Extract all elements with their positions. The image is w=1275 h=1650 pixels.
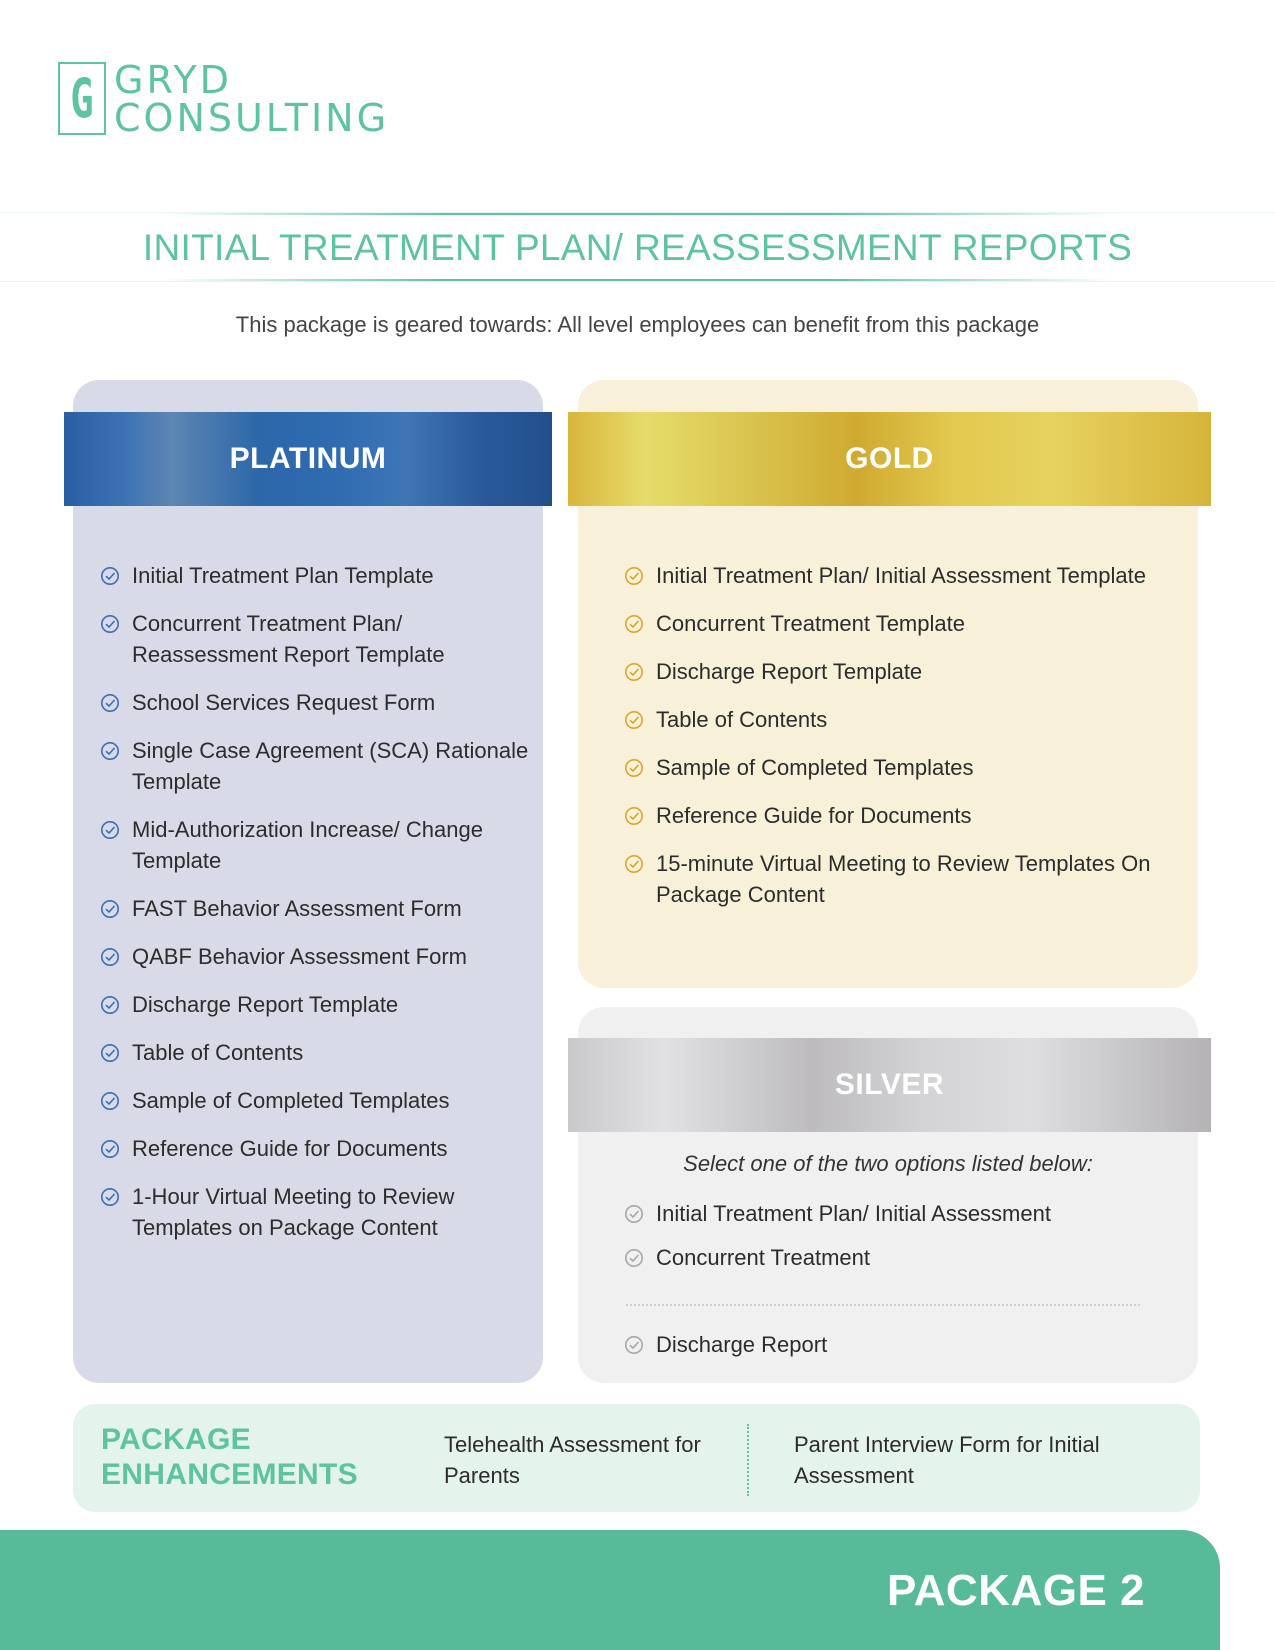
check-circle-icon <box>100 899 120 919</box>
enhancements-title-line2: ENHANCEMENTS <box>101 1458 358 1491</box>
check-circle-icon <box>624 1335 644 1355</box>
list-item <box>624 704 1184 735</box>
check-circle-icon <box>100 820 120 840</box>
check-circle-icon <box>624 806 644 826</box>
list-item-label: Concurrent Treatment Plan/ Reassessment Report Template <box>132 611 445 667</box>
list-item-label: Concurrent Treatment Template <box>656 611 965 636</box>
list-item <box>100 893 540 924</box>
list-item <box>624 752 1184 783</box>
check-circle-icon <box>100 1043 120 1063</box>
list-item-label: Sample of Completed Templates <box>656 755 974 780</box>
list-item <box>624 608 1184 639</box>
check-circle-icon <box>100 1187 120 1207</box>
silver-instruction: Select one of the two options listed below: <box>683 1151 1093 1176</box>
check-circle-icon <box>100 693 120 713</box>
platinum-feature-list <box>100 560 540 1260</box>
silver-extra-list <box>624 1329 1184 1360</box>
silver-option-list <box>624 1198 1184 1286</box>
list-item <box>100 814 540 876</box>
check-circle-icon <box>100 741 120 761</box>
title-band <box>0 212 1275 282</box>
list-item <box>100 989 540 1020</box>
list-item <box>100 1037 540 1068</box>
list-item-label: Sample of Completed Templates <box>132 1088 450 1113</box>
list-item <box>624 800 1184 831</box>
list-item-label: School Services Request Form <box>132 690 436 715</box>
list-item-label: Initial Treatment Plan Template <box>132 563 434 588</box>
enhancement-item: Telehealth Assessment for Parents <box>444 1432 701 1488</box>
enhancements-title-line1: PACKAGE <box>101 1423 251 1456</box>
silver-divider <box>626 1304 1140 1306</box>
list-item-label: Mid-Authorization Increase/ Change Template <box>132 817 483 873</box>
list-item-label: Concurrent Treatment <box>656 1245 870 1270</box>
list-item <box>100 1181 540 1243</box>
list-item <box>624 1242 1184 1273</box>
list-item <box>624 848 1184 910</box>
list-item-label: Table of Contents <box>656 707 828 732</box>
target-audience-text: This package is geared towards: All level employees can benefit from this package <box>235 312 1040 337</box>
list-item <box>100 608 540 670</box>
enhancements-title <box>101 1422 358 1492</box>
check-circle-icon <box>624 710 644 730</box>
list-item-label: Discharge Report <box>656 1332 828 1357</box>
list-item-label: 1-Hour Virtual Meeting to Review Templates on Package Content <box>132 1184 455 1240</box>
list-item-label: Table of Contents <box>132 1040 304 1065</box>
check-circle-icon <box>624 662 644 682</box>
check-circle-icon <box>100 1091 120 1111</box>
list-item <box>100 941 540 972</box>
silver-banner: SILVER <box>568 1038 1211 1132</box>
gold-banner: GOLD <box>568 412 1211 506</box>
logo-line-consulting: CONSULTING <box>114 96 390 140</box>
list-item-label: Discharge Report Template <box>656 659 923 684</box>
list-item-label: 15-minute Virtual Meeting to Review Templates On Package Content <box>656 851 1151 907</box>
list-item <box>100 1085 540 1116</box>
list-item <box>100 735 540 797</box>
package-enhancements <box>73 1404 1200 1512</box>
list-item-label: Discharge Report Template <box>132 992 399 1017</box>
list-item-label: Reference Guide for Documents <box>656 803 972 828</box>
gold-feature-list <box>624 560 1184 927</box>
list-item-label: Initial Treatment Plan/ Initial Assessment <box>656 1201 1051 1226</box>
check-circle-icon <box>624 614 644 634</box>
list-item-label: Initial Treatment Plan/ Initial Assessment Template <box>656 563 1146 588</box>
logo-mark-letter: G <box>70 67 94 130</box>
footer-band <box>0 1530 1220 1650</box>
check-circle-icon <box>100 1139 120 1159</box>
check-circle-icon <box>100 614 120 634</box>
list-item <box>624 1198 1184 1229</box>
list-item-label: QABF Behavior Assessment Form <box>132 944 467 969</box>
list-item-label: Single Case Agreement (SCA) Rationale Template <box>132 738 529 794</box>
check-circle-icon <box>624 1204 644 1224</box>
check-circle-icon <box>624 566 644 586</box>
list-item <box>624 560 1184 591</box>
check-circle-icon <box>624 1248 644 1268</box>
list-item <box>624 656 1184 687</box>
check-circle-icon <box>100 947 120 967</box>
platinum-banner: PLATINUM <box>64 412 552 506</box>
list-item <box>100 1133 540 1164</box>
list-item <box>624 1329 1184 1360</box>
check-circle-icon <box>100 566 120 586</box>
check-circle-icon <box>624 854 644 874</box>
company-logo <box>58 60 418 140</box>
page-title: INITIAL TREATMENT PLAN/ REASSESSMENT REPORTS <box>142 227 1133 268</box>
enhancement-item: Parent Interview Form for Initial Assessment <box>794 1432 1100 1488</box>
list-item <box>100 560 540 591</box>
package-label: PACKAGE 2 <box>887 1566 1145 1615</box>
list-item-label: Reference Guide for Documents <box>132 1136 448 1161</box>
check-circle-icon <box>100 995 120 1015</box>
list-item <box>100 687 540 718</box>
enhancements-divider <box>747 1424 749 1496</box>
check-circle-icon <box>624 758 644 778</box>
logo-line-gryd: GRYD <box>114 58 232 102</box>
list-item-label: FAST Behavior Assessment Form <box>132 896 462 921</box>
